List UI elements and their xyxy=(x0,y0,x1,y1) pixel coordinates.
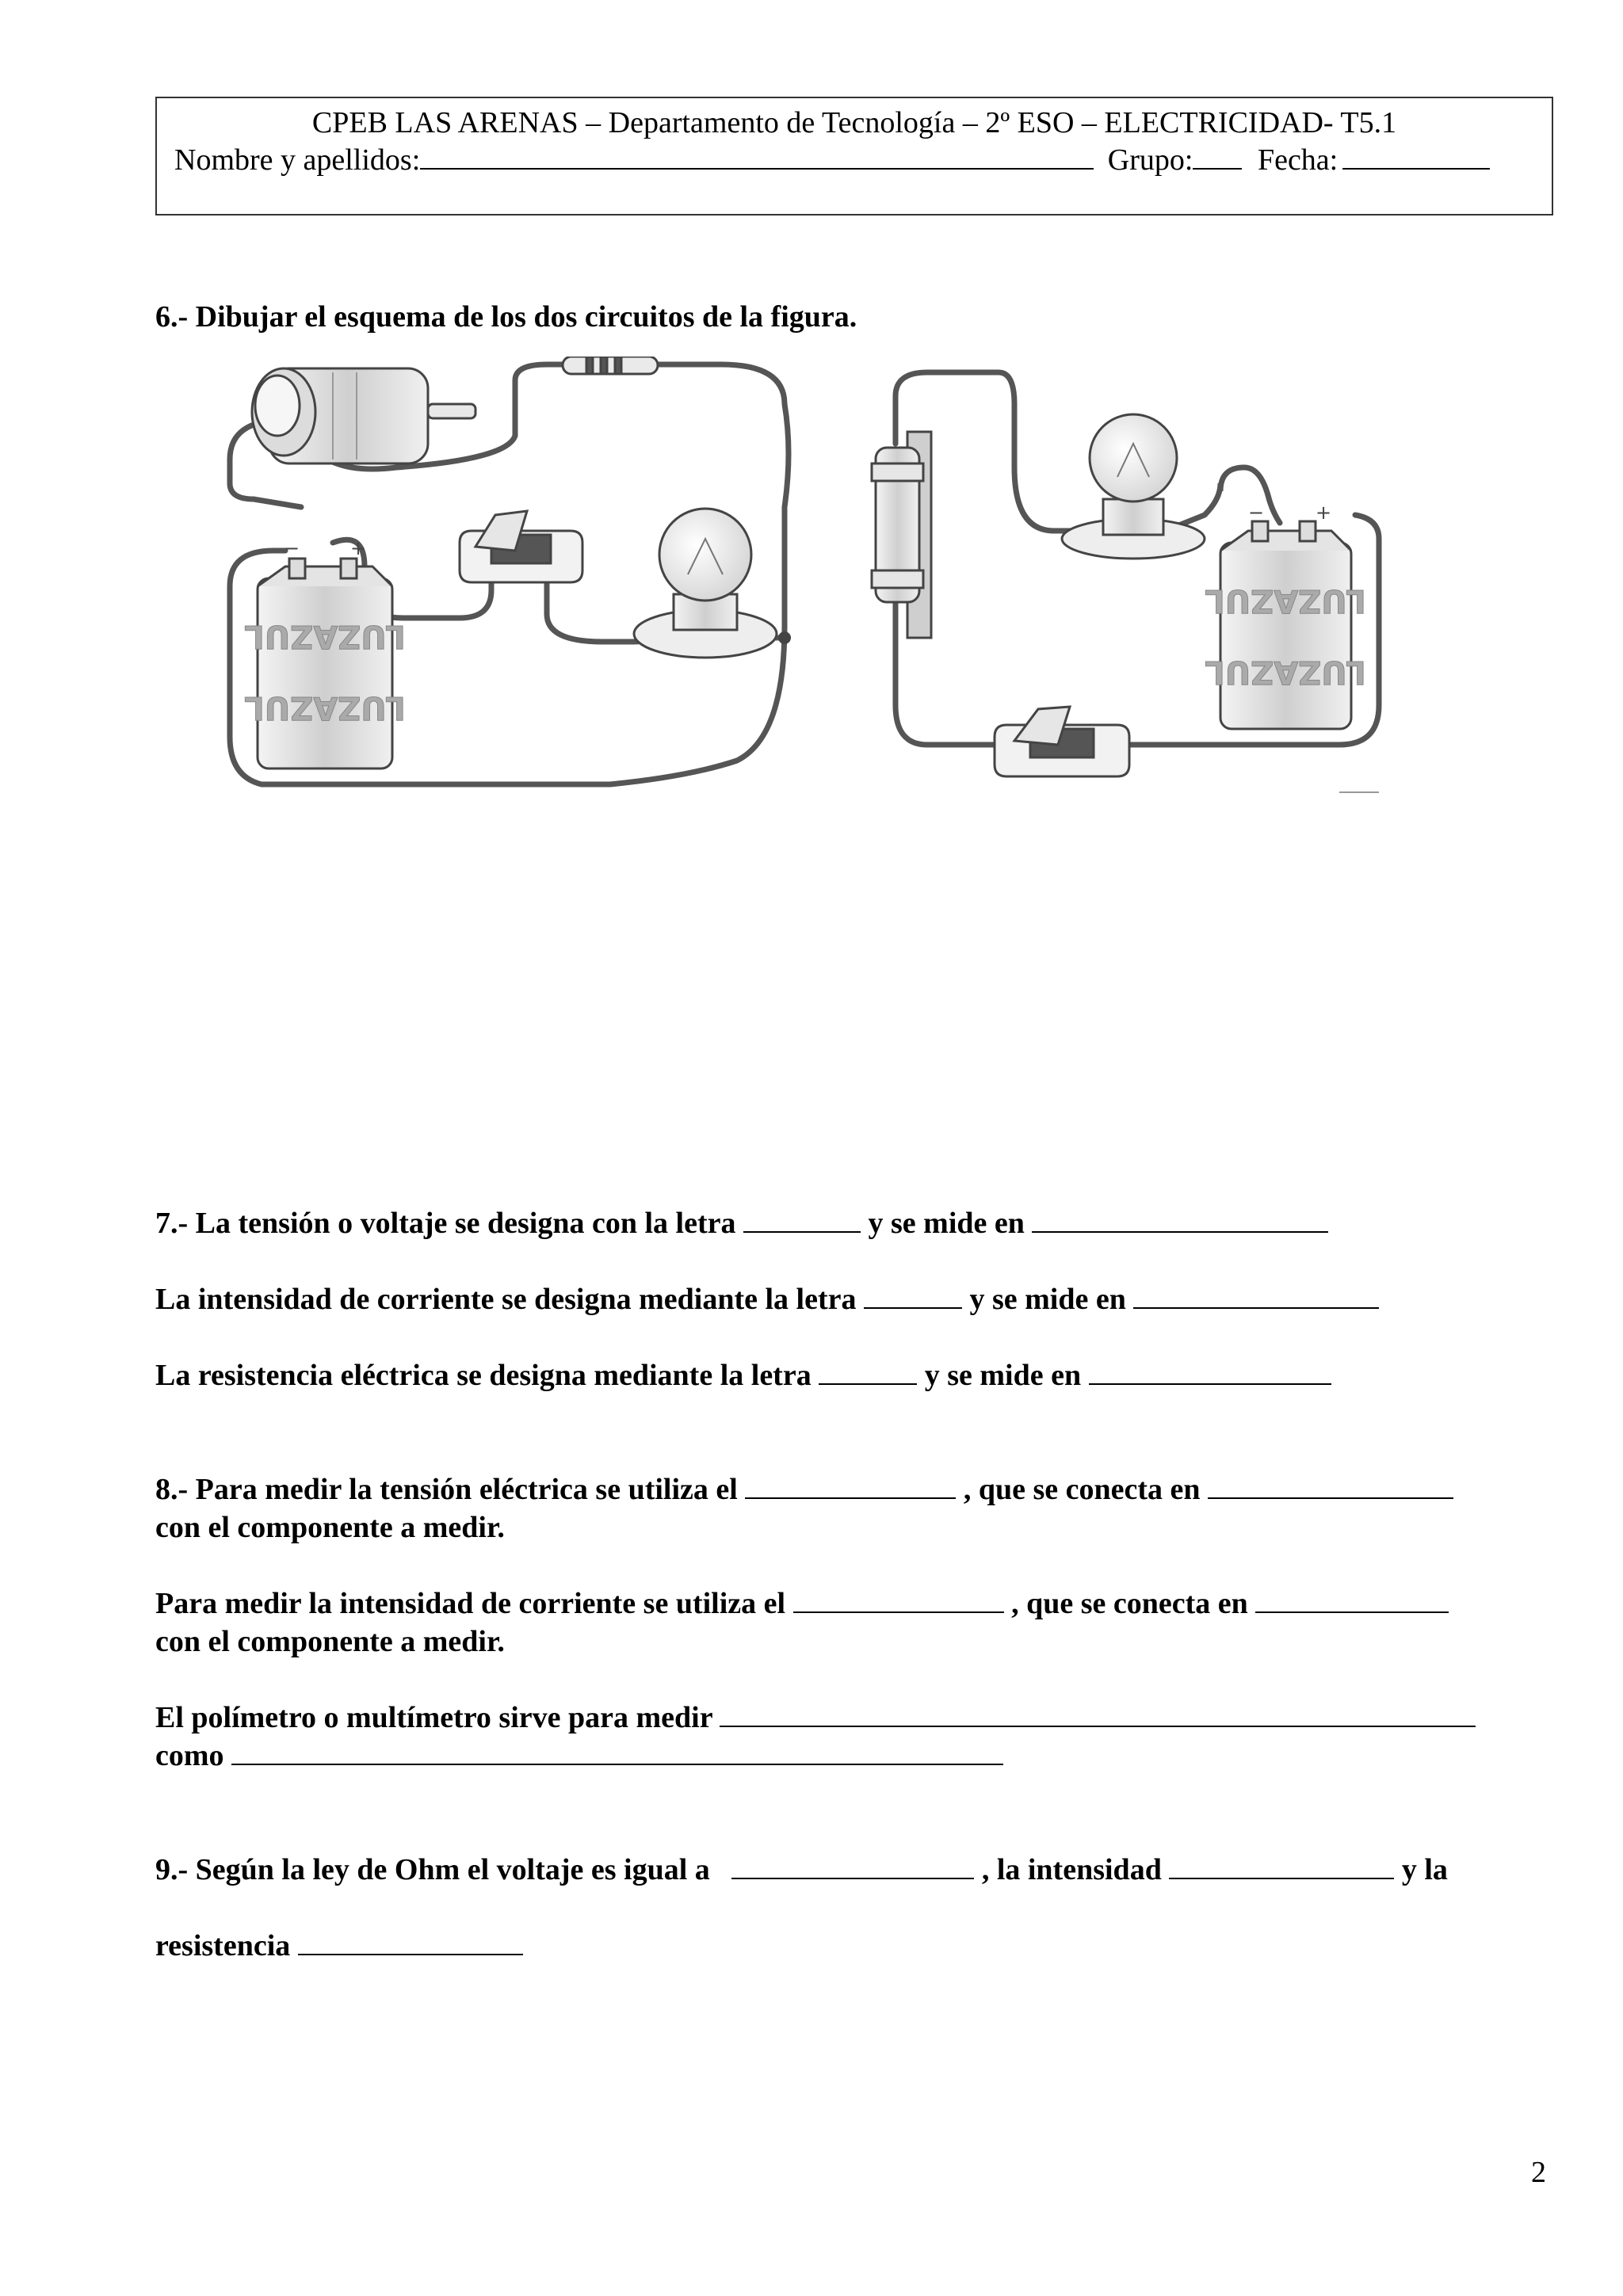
q7-line3-text-b: y se mide en xyxy=(924,1359,1082,1392)
header-fields xyxy=(174,141,1490,178)
left-battery-brand-top: LUZAZUL xyxy=(244,618,406,654)
q9-line2-text-a: resistencia xyxy=(155,1929,291,1962)
header-title: CPEB LAS ARENAS – Departamento de Tecnología – 2º ESO – ELECTRICIDAD- T5.1 xyxy=(311,106,1397,139)
header-box xyxy=(155,97,1553,215)
left-switch xyxy=(460,511,582,582)
question-7-line-2 xyxy=(155,1280,1379,1318)
q8-line3-text-a: El polímetro o multímetro sirve para medir xyxy=(155,1701,712,1734)
question-8-line-1b: con el componente a medir. xyxy=(155,1511,505,1544)
q9-resistance-blank[interactable] xyxy=(298,1927,523,1955)
right-battery-brand-bottom: LUZAZUL xyxy=(1205,654,1366,690)
left-battery-brand-bottom: LUZAZUL xyxy=(244,689,406,726)
left-battery-minus: − xyxy=(284,537,300,559)
q7-letter-blank-2[interactable] xyxy=(864,1280,962,1309)
date-blank[interactable] xyxy=(1342,141,1490,170)
group-blank[interactable] xyxy=(1193,141,1242,170)
right-switch xyxy=(995,707,1129,776)
question-8-line-2 xyxy=(155,1585,1449,1623)
q8-instrument-blank-1[interactable] xyxy=(745,1470,956,1499)
left-junction xyxy=(778,631,791,644)
q8-line1-text-a: 8.- Para medir la tensión eléctrica se utiliza el xyxy=(155,1473,738,1506)
q8-instrument-blank-2[interactable] xyxy=(793,1585,1004,1613)
q8-line2-text-b: , que se conecta en xyxy=(1011,1587,1248,1620)
name-blank[interactable] xyxy=(420,141,1094,170)
right-battery xyxy=(1205,502,1365,729)
question-8-line-1 xyxy=(155,1470,1453,1508)
q8-connection-blank-2[interactable] xyxy=(1255,1585,1449,1613)
question-8-line-2b: con el componente a medir. xyxy=(155,1625,505,1658)
q7-line1-text-b: y se mide en xyxy=(868,1207,1025,1240)
q7-line3-text-a: La resistencia eléctrica se designa mediante la letra xyxy=(155,1359,812,1392)
right-battery-minus: − xyxy=(1248,502,1265,524)
q8-line3-text-b: como xyxy=(155,1739,224,1772)
resistor xyxy=(563,357,658,374)
right-bulb xyxy=(1062,414,1205,559)
q7-letter-blank-3[interactable] xyxy=(819,1356,917,1385)
q7-unit-blank-1[interactable] xyxy=(1032,1204,1328,1233)
question-8-line-3 xyxy=(155,1699,1476,1737)
name-label: Nombre y apellidos: xyxy=(174,143,421,177)
q7-line2-text-a: La intensidad de corriente se designa mediante la letra xyxy=(155,1283,857,1316)
circuit-figure xyxy=(214,357,1403,800)
q8-line2-text-a: Para medir la intensidad de corriente se utiliza el xyxy=(155,1587,786,1620)
page-number: 2 xyxy=(1531,2156,1546,2189)
question-6: 6.- Dibujar el esquema de los dos circuitos de la figura. xyxy=(155,300,857,334)
question-7-line-1 xyxy=(155,1204,1328,1242)
q9-line1-text-c: y la xyxy=(1401,1853,1448,1886)
q7-line1-text-a: 7.- La tensión o voltaje se designa con la letra xyxy=(155,1207,736,1240)
right-battery-brand-top: LUZAZUL xyxy=(1205,582,1366,619)
q7-unit-blank-3[interactable] xyxy=(1089,1356,1331,1385)
question-9-line-1 xyxy=(155,1851,1448,1889)
q9-line1-text-b: , la intensidad xyxy=(981,1853,1162,1886)
left-battery xyxy=(244,537,405,769)
question-9-line-2 xyxy=(155,1927,523,1965)
left-battery-plus: + xyxy=(350,537,367,559)
q8-line1-text-b: , que se conecta en xyxy=(963,1473,1201,1506)
date-label: Fecha: xyxy=(1257,143,1338,177)
fuse-holder xyxy=(872,432,931,638)
q8-measure-blank[interactable] xyxy=(720,1699,1476,1727)
question-8-line-3b xyxy=(155,1737,1003,1775)
right-battery-plus: + xyxy=(1316,502,1332,524)
motor xyxy=(252,368,475,463)
left-bulb xyxy=(634,509,777,658)
q8-as-blank[interactable] xyxy=(231,1737,1003,1765)
q7-line2-text-b: y se mide en xyxy=(969,1283,1126,1316)
group-label: Grupo: xyxy=(1107,143,1193,177)
q7-unit-blank-2[interactable] xyxy=(1133,1280,1379,1309)
q7-letter-blank-1[interactable] xyxy=(743,1204,861,1233)
q9-voltage-blank[interactable] xyxy=(731,1851,974,1879)
question-7-line-3 xyxy=(155,1356,1331,1394)
q9-line1-text-a: 9.- Según la ley de Ohm el voltaje es igual a xyxy=(155,1853,710,1886)
q8-connection-blank-1[interactable] xyxy=(1208,1470,1453,1499)
q9-current-blank[interactable] xyxy=(1169,1851,1394,1879)
